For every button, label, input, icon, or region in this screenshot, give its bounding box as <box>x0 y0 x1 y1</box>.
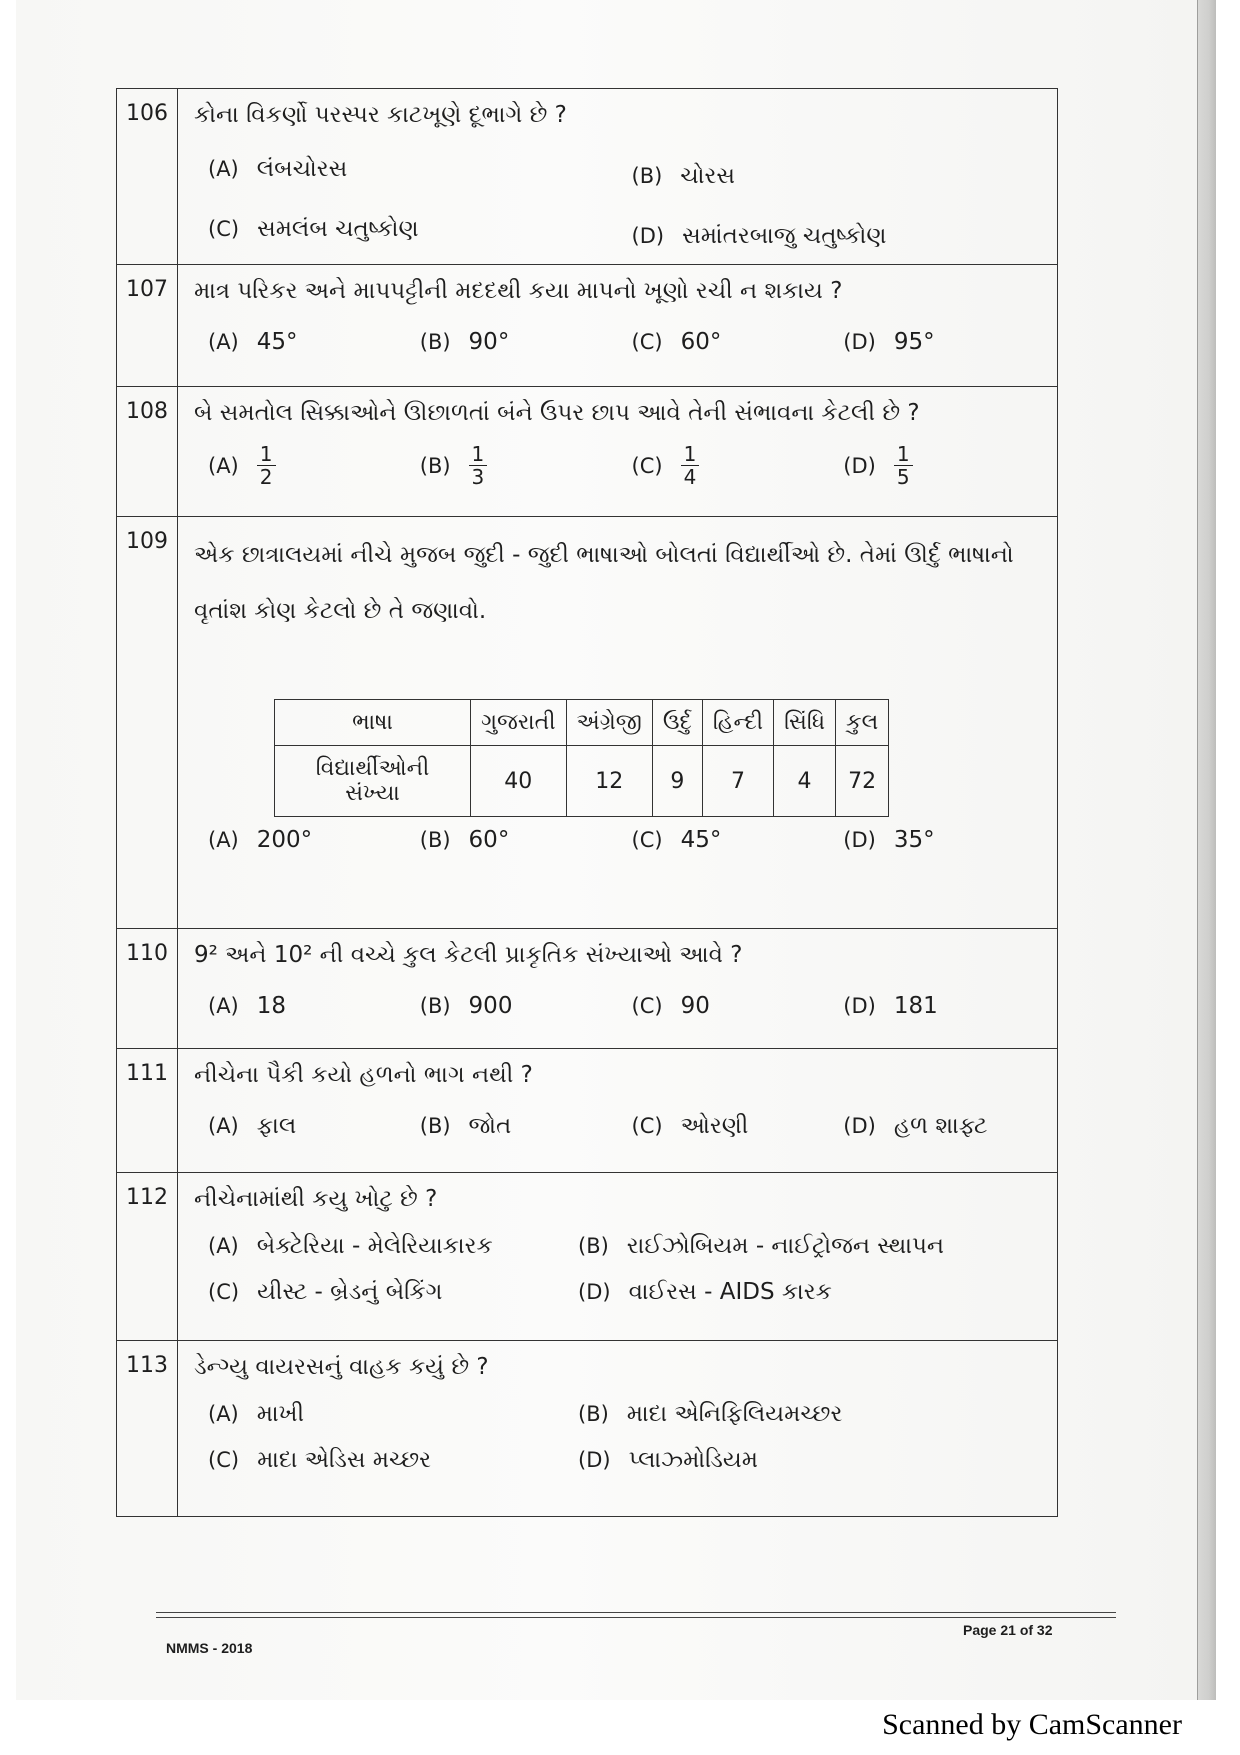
options <box>194 1401 1041 1473</box>
option-label: (B) <box>578 1402 609 1426</box>
question-body <box>178 1341 1058 1517</box>
option-a <box>194 329 406 355</box>
question-row <box>117 387 1058 517</box>
language-table <box>274 699 889 817</box>
table-cell: વિદ્યાર્થીઓની સંખ્યા <box>275 746 471 817</box>
question-text: 9² અને 10² ની વચ્ચે કુલ કેટલી પ્રાકૃતિક સંખ્યાઓ આવે ? <box>194 942 743 968</box>
option-label: (A) <box>208 157 239 181</box>
options <box>194 443 1041 488</box>
table-header-row <box>275 700 889 746</box>
option-label: (C) <box>631 453 663 478</box>
option-text: 45° <box>680 827 722 853</box>
option-d <box>618 223 1042 249</box>
option-label: (A) <box>208 1114 239 1138</box>
table-header-cell: અંગ્રેજી <box>566 700 652 746</box>
scanner-watermark: Scanned by CamScanner <box>882 1708 1182 1741</box>
option-label: (C) <box>631 828 663 852</box>
table-header-cell: કુલ <box>836 700 889 746</box>
option-text: 90° <box>468 329 510 355</box>
option-label: (D) <box>843 1114 876 1138</box>
fraction-numerator: 1 <box>894 443 913 466</box>
question-row <box>117 265 1058 387</box>
option-d <box>829 827 1041 853</box>
page-number: Page 21 of 32 <box>963 1622 1053 1638</box>
option-text: ચોરસ <box>680 163 735 189</box>
option-label: (B) <box>419 453 451 478</box>
question-text: એક છાત્રાલયમાં નીચે મુજબ જુદી - જુદી ભાષાઓ બોલતાં વિદ્યાર્થીઓ છે. તેમાં ઊર્દુ ભાષાનો વૃતાંશ કોણ કેટલો છે તે જણાવો. <box>194 542 1014 624</box>
question-table <box>116 88 1058 1517</box>
option-a <box>194 149 618 189</box>
option-c <box>618 993 830 1019</box>
option-text: માદા એડિસ મચ્છર <box>257 1447 432 1473</box>
option-text: 181 <box>893 993 938 1019</box>
option-text: જોત <box>468 1113 512 1139</box>
table-cell: 40 <box>471 746 567 817</box>
option-b <box>406 827 618 853</box>
option-text: સમાંતરબાજુ ચતુષ્કોણ <box>682 223 887 249</box>
table-row <box>275 746 889 817</box>
options <box>194 993 1041 1019</box>
option-b <box>406 1113 618 1139</box>
question-text: કોના વિકર્ણો પરસ્પર કાટખૂણે દૂભાગે છે ? <box>194 102 567 128</box>
option-d <box>829 329 1041 355</box>
scanned-page <box>16 0 1216 1700</box>
option-a <box>194 443 406 488</box>
option-text: ઓરણી <box>680 1113 749 1139</box>
options <box>194 827 1041 853</box>
option-text: લંબચોરસ <box>256 156 348 182</box>
option-a <box>194 1113 406 1139</box>
option-label: (C) <box>208 1448 240 1472</box>
option-label: (D) <box>843 453 876 478</box>
option-label: (A) <box>208 1234 239 1258</box>
option-text: યીસ્ટ - બ્રેડનું બેકિંગ <box>257 1279 443 1305</box>
option-c <box>194 209 618 249</box>
question-number: 111 <box>117 1049 178 1173</box>
question-number: 112 <box>117 1173 178 1341</box>
option-c <box>194 1279 564 1305</box>
fraction-denominator: 2 <box>259 465 273 489</box>
question-number: 107 <box>117 265 178 387</box>
table-header-cell: ગુજરાતી <box>471 700 567 746</box>
option-text: 95° <box>893 329 935 355</box>
option-text: 35° <box>893 827 935 853</box>
question-body <box>178 517 1058 929</box>
option-d <box>829 1113 1041 1139</box>
footer-divider <box>156 1617 1116 1618</box>
question-number: 106 <box>117 89 178 265</box>
option-d <box>564 1447 1041 1473</box>
option-label: (B) <box>419 828 451 852</box>
question-row <box>117 1341 1058 1517</box>
option-label: (B) <box>419 1114 451 1138</box>
fraction <box>469 443 488 488</box>
option-label: (D) <box>578 1280 611 1304</box>
table-cell: 72 <box>836 746 889 817</box>
table-cell: 9 <box>652 746 702 817</box>
question-row <box>117 89 1058 265</box>
option-label: (D) <box>843 994 876 1018</box>
option-text: 60° <box>680 329 722 355</box>
option-label: (B) <box>419 994 451 1018</box>
option-label: (A) <box>208 994 239 1018</box>
table-header-cell: ઉર્દુ <box>652 700 702 746</box>
option-text: રાઈઝોબિયમ - નાઈટ્રોજન સ્થાપન <box>626 1233 945 1259</box>
question-row <box>117 1049 1058 1173</box>
question-row <box>117 1173 1058 1341</box>
question-text: નીચેનામાંથી કયુ ખોટુ છે ? <box>194 1186 438 1212</box>
options <box>194 1113 1041 1139</box>
option-label: (D) <box>843 828 876 852</box>
option-text: 900 <box>468 993 513 1019</box>
option-b <box>564 1233 1041 1259</box>
option-label: (C) <box>208 217 240 241</box>
option-d <box>829 993 1041 1019</box>
option-text: ફાલ <box>256 1113 297 1139</box>
option-text: માખી <box>256 1401 305 1427</box>
option-label: (D) <box>578 1448 611 1472</box>
options <box>194 1233 1041 1305</box>
fraction-denominator: 3 <box>471 465 485 489</box>
fraction-denominator: 4 <box>683 465 697 489</box>
footer-divider <box>156 1612 1116 1613</box>
option-text: 18 <box>256 993 287 1019</box>
question-body <box>178 1049 1058 1173</box>
options <box>194 149 1041 249</box>
option-b <box>618 163 1042 189</box>
option-text: હળ શાફ્ટ <box>893 1113 988 1139</box>
table-cell: 7 <box>702 746 773 817</box>
option-text: 60° <box>468 827 510 853</box>
option-c <box>194 1447 564 1473</box>
question-number: 113 <box>117 1341 178 1517</box>
fraction-numerator: 1 <box>469 443 488 466</box>
fraction-numerator: 1 <box>681 443 700 466</box>
option-c <box>618 329 830 355</box>
option-b <box>406 329 618 355</box>
option-b <box>406 443 618 488</box>
fraction-numerator: 1 <box>257 443 276 466</box>
question-row <box>117 517 1058 929</box>
fraction-denominator: 5 <box>896 465 910 489</box>
option-b <box>564 1401 1041 1427</box>
question-body <box>178 1173 1058 1341</box>
question-row <box>117 929 1058 1049</box>
option-c <box>618 827 830 853</box>
question-body <box>178 929 1058 1049</box>
option-a <box>194 827 406 853</box>
fraction <box>894 443 913 488</box>
question-body <box>178 387 1058 517</box>
question-text: ડેન્ગ્યુ વાયરસનું વાહક કયું છે ? <box>194 1354 489 1380</box>
option-text: માદા એનિફિલિયમચ્છર <box>626 1401 843 1427</box>
table-header-cell: ભાષા <box>275 700 471 746</box>
exam-name: NMMS - 2018 <box>166 1640 253 1656</box>
option-text: 45° <box>256 329 298 355</box>
option-label: (A) <box>208 453 239 478</box>
option-label: (C) <box>631 1114 663 1138</box>
question-text: નીચેના પૈકી કયો હળનો ભાગ નથી ? <box>194 1062 533 1088</box>
option-label: (A) <box>208 1402 239 1426</box>
option-text: વાઈરસ - AIDS કારક <box>628 1279 832 1305</box>
option-text: 90 <box>680 993 710 1019</box>
option-a <box>194 993 406 1019</box>
option-text: બેક્ટેરિયા - મેલેરિયાકારક <box>256 1233 493 1259</box>
option-label: (D) <box>631 224 665 248</box>
question-number: 110 <box>117 929 178 1049</box>
table-cell: 4 <box>774 746 836 817</box>
option-c <box>618 1113 830 1139</box>
question-number: 109 <box>117 517 178 929</box>
question-text: માત્ર પરિકર અને માપપટ્ટીની મદદથી કયા માપનો ખૂણો રચી ન શકાય ? <box>194 278 843 304</box>
question-text: બે સમતોલ સિક્કાઓને ઊછાળતાં બંને ઉપર છાપ આવે તેની સંભાવના કેટલી છે ? <box>194 400 920 426</box>
option-b <box>406 993 618 1019</box>
option-label: (A) <box>208 330 239 354</box>
option-text: સમલંબ ચતુષ્કોણ <box>257 216 419 242</box>
table-cell: 12 <box>566 746 652 817</box>
option-text: પ્લાઝ્મોડિયમ <box>628 1447 759 1473</box>
question-number: 108 <box>117 387 178 517</box>
option-label: (D) <box>843 330 876 354</box>
fraction <box>257 443 276 488</box>
option-a <box>194 1233 564 1259</box>
question-body <box>178 89 1058 265</box>
table-header-cell: હિન્દી <box>702 700 773 746</box>
page-edge <box>1197 0 1216 1700</box>
option-c <box>618 443 830 488</box>
option-label: (C) <box>631 994 663 1018</box>
option-text: 200° <box>256 827 313 853</box>
option-label: (A) <box>208 828 239 852</box>
option-label: (B) <box>578 1234 609 1258</box>
option-a <box>194 1401 564 1427</box>
option-label: (B) <box>419 330 451 354</box>
option-d <box>829 443 1041 488</box>
table-header-cell: સિંધિ <box>774 700 836 746</box>
option-label: (C) <box>208 1280 240 1304</box>
fraction <box>681 443 700 488</box>
options <box>194 329 1041 355</box>
option-label: (B) <box>631 164 663 188</box>
option-d <box>564 1279 1041 1305</box>
question-body <box>178 265 1058 387</box>
option-label: (C) <box>631 330 663 354</box>
